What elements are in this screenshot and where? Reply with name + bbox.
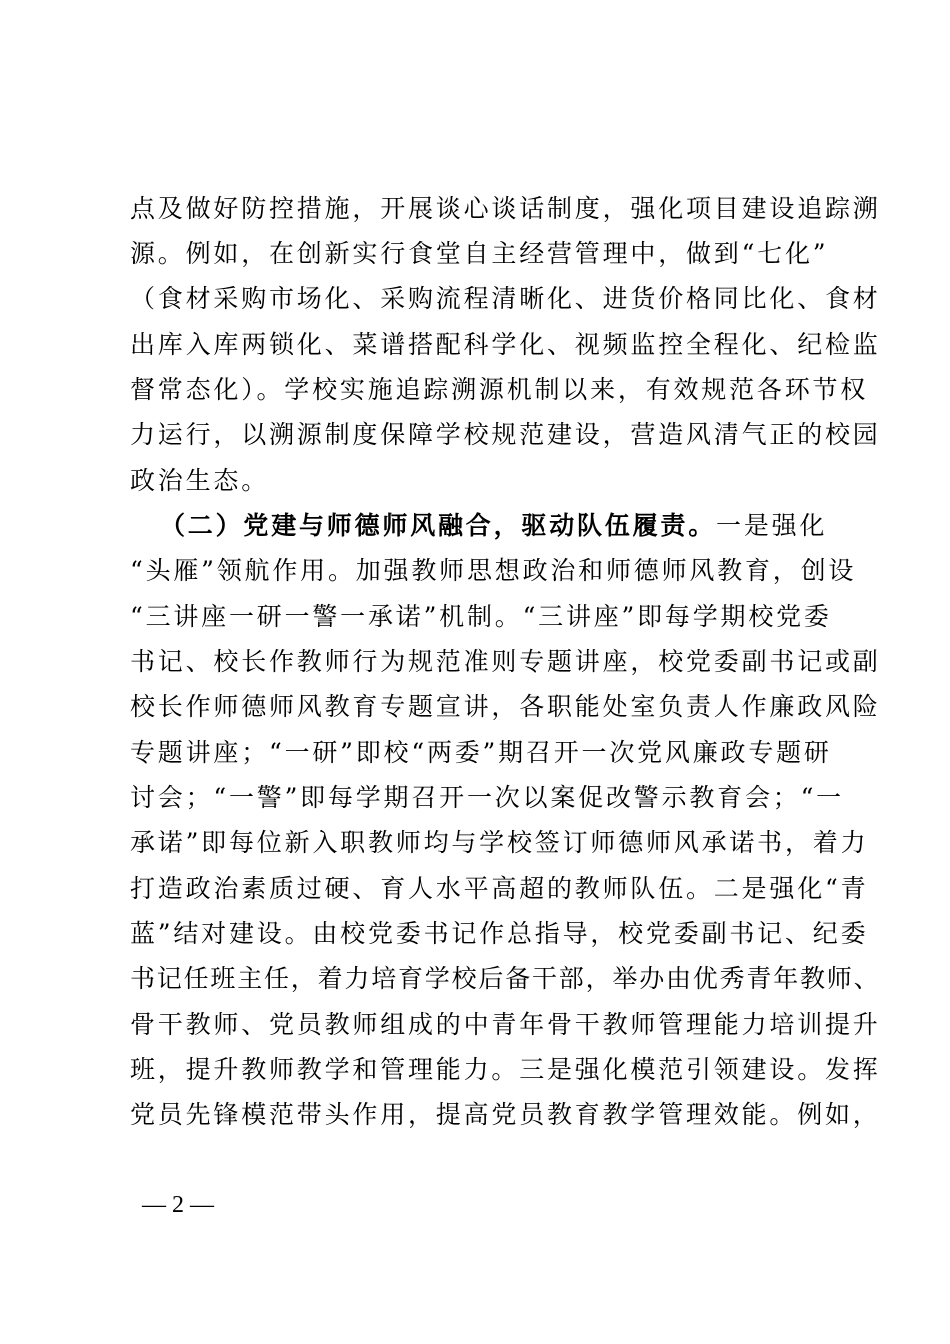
body-line: 书记、校长作教师行为规范准则专题讲座，校党委副书记或副	[130, 647, 881, 676]
section-first-line	[160, 511, 827, 541]
body-line: 源。例如，在创新实行食堂自主经营管理中，做到“七化”	[130, 239, 829, 268]
body-line: 讨会；“一警”即每学期召开一次以案促改警示教育会；“一	[130, 783, 844, 812]
body-line: 承诺”即每位新入职教师均与学校签订师德师风承诺书，着力	[130, 828, 869, 857]
body-line: 校长作师德师风教育专题宣讲，各职能处室负责人作廉政风险	[130, 692, 881, 721]
body-line: “三讲座一研一警一承诺”机制。“三讲座”即每学期校党委	[130, 602, 832, 631]
body-line: 骨干教师、党员教师组成的中青年骨干教师管理能力培训提升	[130, 1010, 881, 1039]
page-number: — 2 —	[142, 1192, 214, 1218]
body-line: 政治生态。	[130, 466, 270, 495]
body-line: 力运行，以溯源制度保障学校规范建设，营造风清气正的校园	[130, 420, 881, 449]
body-line: 书记任班主任，着力培育学校后备干部，举办由优秀青年教师、	[130, 964, 881, 993]
body-line: 班，提升教师教学和管理能力。三是强化模范引领建设。发挥	[130, 1055, 881, 1084]
body-line: 蓝”结对建设。由校党委书记作总指导，校党委副书记、纪委	[130, 919, 869, 948]
body-line: （食材采购市场化、采购流程清晰化、进货价格同比化、食材	[130, 284, 881, 313]
body-line: 督常态化）。学校实施追踪溯源机制以来，有效规范各环节权	[130, 375, 869, 404]
section-heading: （二）党建与师德师风融合，驱动队伍履责。	[160, 511, 717, 540]
body-line: “头雁”领航作用。加强教师思想政治和师德师风教育，创设	[130, 556, 857, 585]
body-line: 点及做好防控措施，开展谈心谈话制度，强化项目建设追踪溯	[130, 194, 881, 223]
body-line: 党员先锋模范带头作用，提高党员教育教学管理效能。例如，	[130, 1100, 881, 1129]
section-first-line-rest: 一是强化	[716, 511, 828, 540]
body-line: 打造政治素质过硬、育人水平高超的教师队伍。二是强化“青	[130, 874, 869, 903]
body-line: 专题讲座；“一研”即校“两委”期召开一次党风廉政专题研	[130, 738, 832, 767]
body-line: 出库入库两锁化、菜谱搭配科学化、视频监控全程化、纪检监	[130, 330, 881, 359]
